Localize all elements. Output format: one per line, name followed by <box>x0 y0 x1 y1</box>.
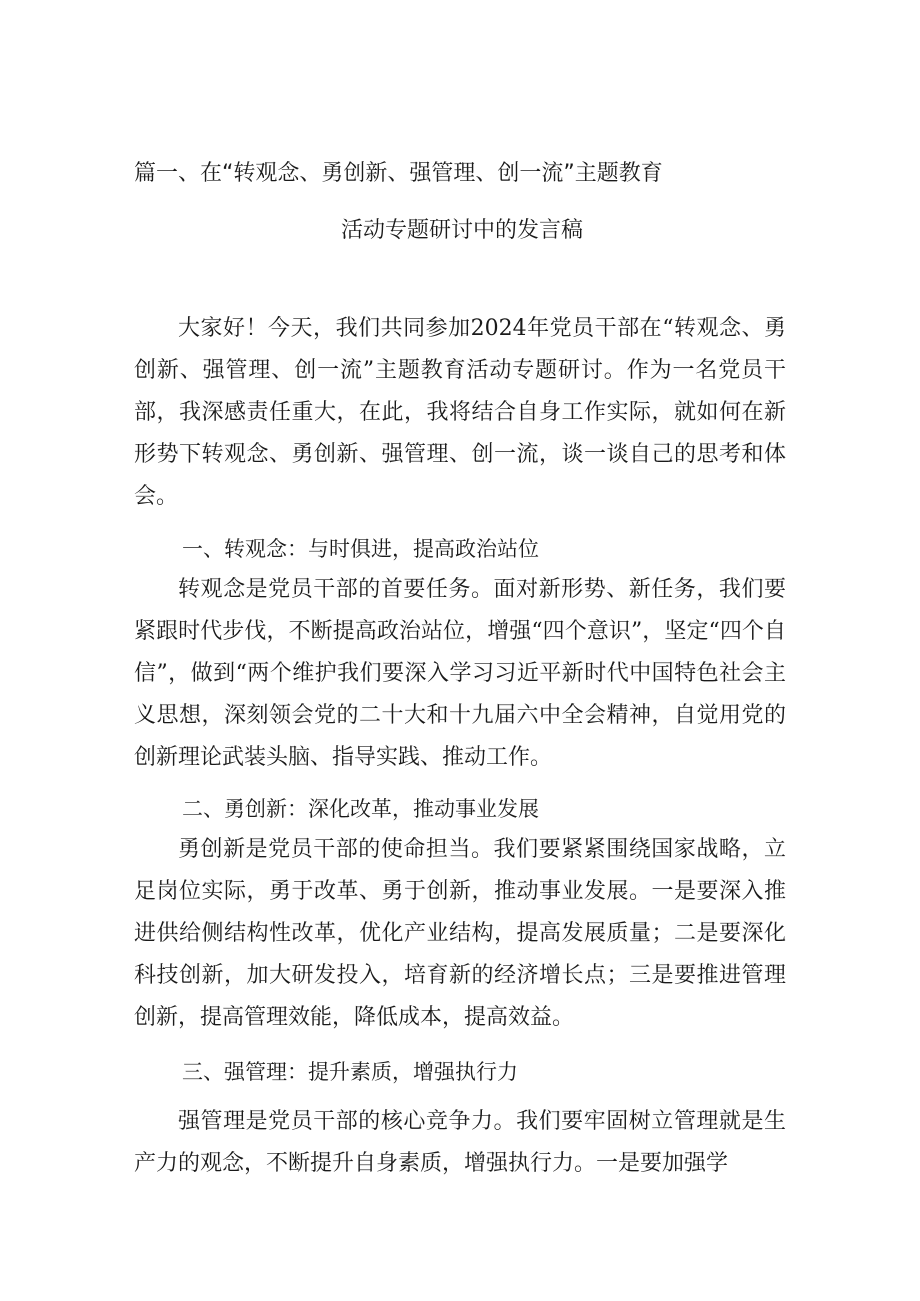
section-heading-2: 二、勇创新：深化改革，推动事业发展 <box>182 797 539 821</box>
section-heading-1: 一、转观念：与时俱进，提高政治站位 <box>182 537 539 561</box>
section-paragraph-1: 转观念是党员干部的首要任务。面对新形势、新任务，我们要紧跟时代步伐，不断提高政治站位，增强“四个意识”，坚定“四个自信”，做到“两个维护我们要深入学习习近平新时代中国特色社会主义思想，深刻领会党的二十大和十九届六中全会精神，自觉用党的创新理论武装头脑、指导实践、推动工作。 <box>134 577 786 770</box>
section-heading-3: 三、强管理：提升素质，增强执行力 <box>182 1060 518 1084</box>
section-paragraph-2: 勇创新是党员干部的使命担当。我们要紧紧围绕国家战略，立足岗位实际，勇于改革、勇于创新，推动事业发展。一是要深入推进供给侧结构性改革，优化产业结构，提高发展质量；二是要深化科技创新，加大研发投入，培育新的经济增长点；三是要推进管理创新，提高管理效能，降低成本，提高效益。 <box>134 837 786 1030</box>
section-paragraph-3: 强管理是党员干部的核心竞争力。我们要牢固树立管理就是生产力的观念，不断提升自身素质，增强执行力。一是要加强学 <box>134 1109 786 1176</box>
intro-paragraph: 大家好！今天，我们共同参加2024年党员干部在“转观念、勇创新、强管理、创一流”主题教育活动专题研讨。作为一名党员干部，我深感责任重大，在此，我将结合自身工作实际，就如何在新形势下转观念、勇创新、强管理、创一流，谈一谈自己的思考和体会。 <box>134 316 786 509</box>
document-title-line-1: 篇一、在“转观念、勇创新、强管理、创一流”主题教育 <box>134 161 663 186</box>
document-title-line-2: 活动专题研讨中的发言稿 <box>341 218 584 243</box>
